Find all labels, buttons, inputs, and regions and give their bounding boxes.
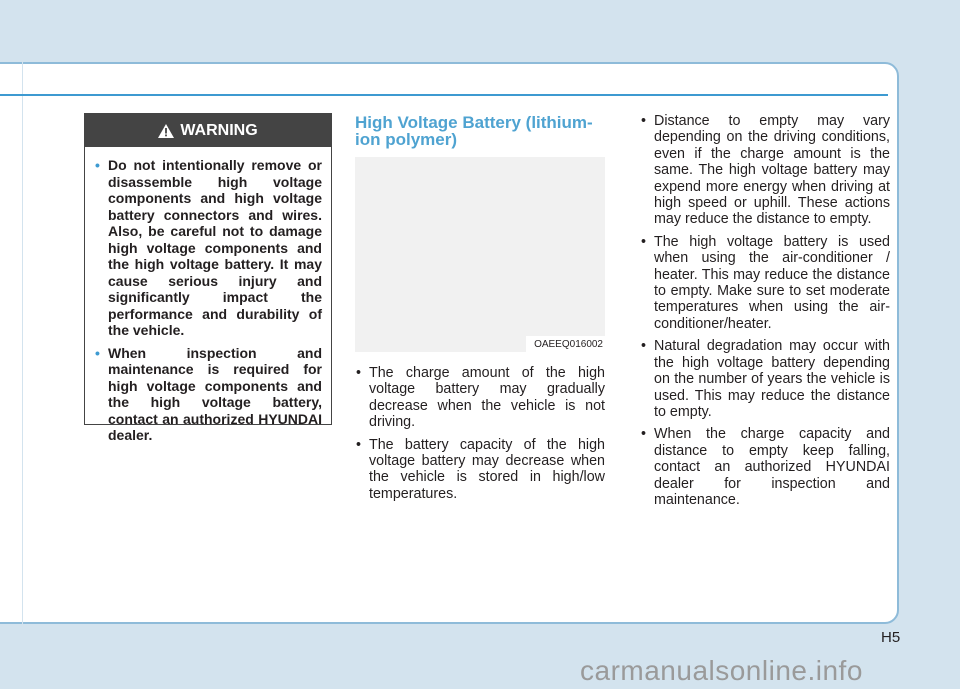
bullet-item: • The high voltage battery is used when using the air-conditioner / heater. This may reduce the distance to empty. Make sure to set moderate temperatures when using the air-conditioner/heater. — [640, 234, 890, 332]
warning-box — [84, 113, 332, 443]
warning-item: • Do not intentionally remove or disassemble high voltage components and high voltage battery connectors and wires. Also, be careful not to damage high voltage components and the high voltage battery. It may cause serious injury and significantly impact the performance and durability of the vehicle. — [95, 157, 322, 339]
margin-line — [22, 62, 23, 624]
page-number: H5 — [881, 629, 901, 646]
bullet-item: • When the charge capacity and distance to empty keep falling, contact an authorized HYUNDAI dealer for inspection and maintenance. — [640, 426, 890, 508]
watermark: carmanualsonline.info — [580, 655, 863, 686]
middle-column — [355, 365, 605, 508]
bullet-item: • The charge amount of the high voltage battery may gradually decrease when the vehicle is not driving. — [355, 365, 605, 431]
warning-header — [85, 114, 331, 147]
section-title: High Voltage Battery (lithium-ion polymer) — [355, 113, 593, 149]
right-column — [640, 113, 890, 514]
warning-label: WARNING — [180, 121, 258, 139]
bullet-item: • Distance to empty may vary depending on the driving conditions, even if the charge amount is the same. The high voltage battery may expend more energy when driving at high speed or uphill. These actions may reduce the distance to empty. — [640, 113, 890, 228]
battery-illustration — [355, 157, 605, 352]
bullet-item: • Natural degradation may occur with the high voltage battery depending on the number of years the vehicle is used. This may reduce the distance to empty. — [640, 338, 890, 420]
image-caption: OAEEQ016002 — [526, 336, 605, 352]
bullet-item: • The battery capacity of the high voltage battery may decrease when the vehicle is stored in high/low temperatures. — [355, 437, 605, 503]
warning-triangle-icon — [158, 124, 174, 138]
warning-item: • When inspection and maintenance is required for high voltage components and the high voltage battery, contact an authorized HYUNDAI dealer. — [95, 345, 322, 444]
header-rule — [0, 94, 888, 96]
